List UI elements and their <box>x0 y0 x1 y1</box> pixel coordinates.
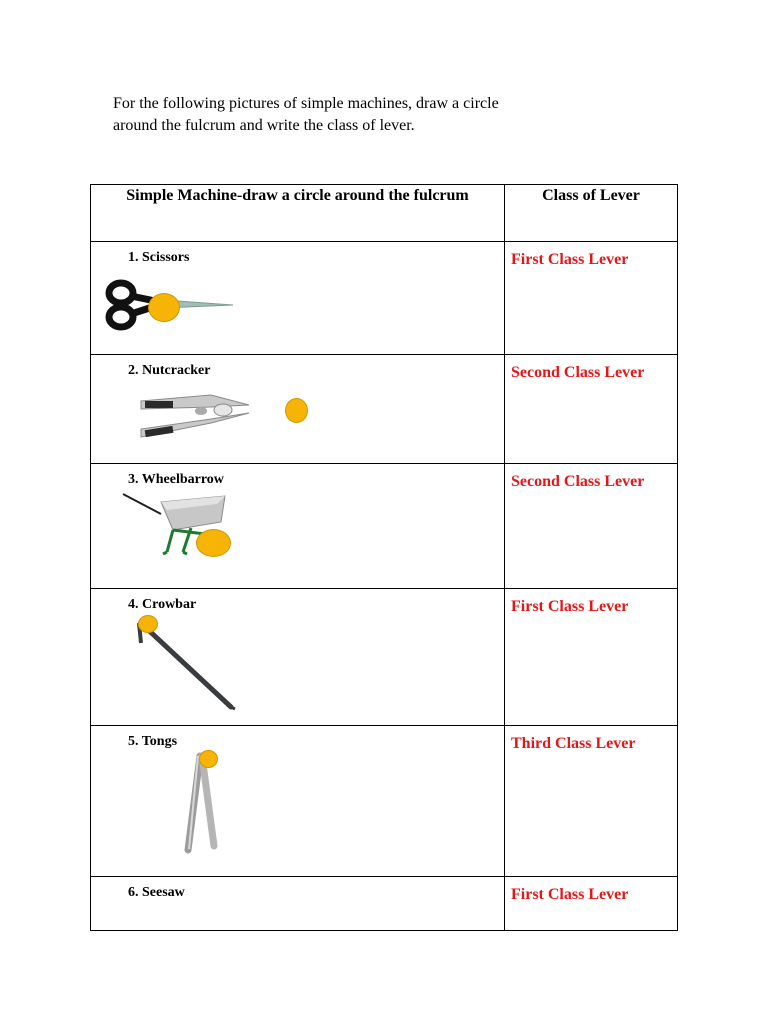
answer-cell <box>505 242 678 355</box>
row-label: 5. Tongs <box>128 734 178 749</box>
machine-cell <box>91 877 505 931</box>
fulcrum-marker-icon <box>148 293 180 322</box>
table-row <box>91 242 678 355</box>
fulcrum-marker-icon <box>285 398 308 423</box>
lever-class-answer: Second Class Lever <box>511 473 645 490</box>
header-class-of-lever: Class of Lever <box>505 185 678 242</box>
instructions-line-2: around the fulcrum and write the class of lever. <box>113 117 415 134</box>
table-row <box>91 877 678 931</box>
row-label: 2. Nutcracker <box>128 363 211 378</box>
answer-cell <box>505 464 678 589</box>
row-label: 3. Wheelbarrow <box>128 472 224 487</box>
table-row <box>91 589 678 726</box>
answer-cell <box>505 355 678 464</box>
row-label: 1. Scissors <box>128 250 190 265</box>
lever-class-answer: Third Class Lever <box>511 735 636 752</box>
answer-cell <box>505 877 678 931</box>
machine-cell <box>91 589 505 726</box>
instructions-line-1: For the following pictures of simple machines, draw a circle <box>113 95 499 112</box>
table-header-row <box>91 185 678 242</box>
lever-class-answer: First Class Lever <box>511 598 629 615</box>
wheelbarrow-icon <box>121 490 251 570</box>
machine-cell <box>91 355 505 464</box>
table-row <box>91 464 678 589</box>
machine-cell <box>91 242 505 355</box>
lever-class-answer: First Class Lever <box>511 886 629 903</box>
lever-class-answer: Second Class Lever <box>511 364 645 381</box>
table-row <box>91 355 678 464</box>
fulcrum-marker-icon <box>199 750 218 768</box>
lever-worksheet-table <box>90 184 678 931</box>
row-label: 4. Crowbar <box>128 597 197 612</box>
lever-class-answer: First Class Lever <box>511 251 629 268</box>
answer-cell <box>505 726 678 877</box>
fulcrum-marker-icon <box>196 529 231 557</box>
header-simple-machine: Simple Machine-draw a circle around the fulcrum <box>91 185 505 242</box>
machine-cell <box>91 726 505 877</box>
machine-cell <box>91 464 505 589</box>
instructions <box>113 93 573 137</box>
table-row <box>91 726 678 877</box>
nutcracker-icon <box>137 385 267 445</box>
fulcrum-marker-icon <box>138 615 158 633</box>
answer-cell <box>505 589 678 726</box>
row-label: 6. Seesaw <box>128 885 185 900</box>
